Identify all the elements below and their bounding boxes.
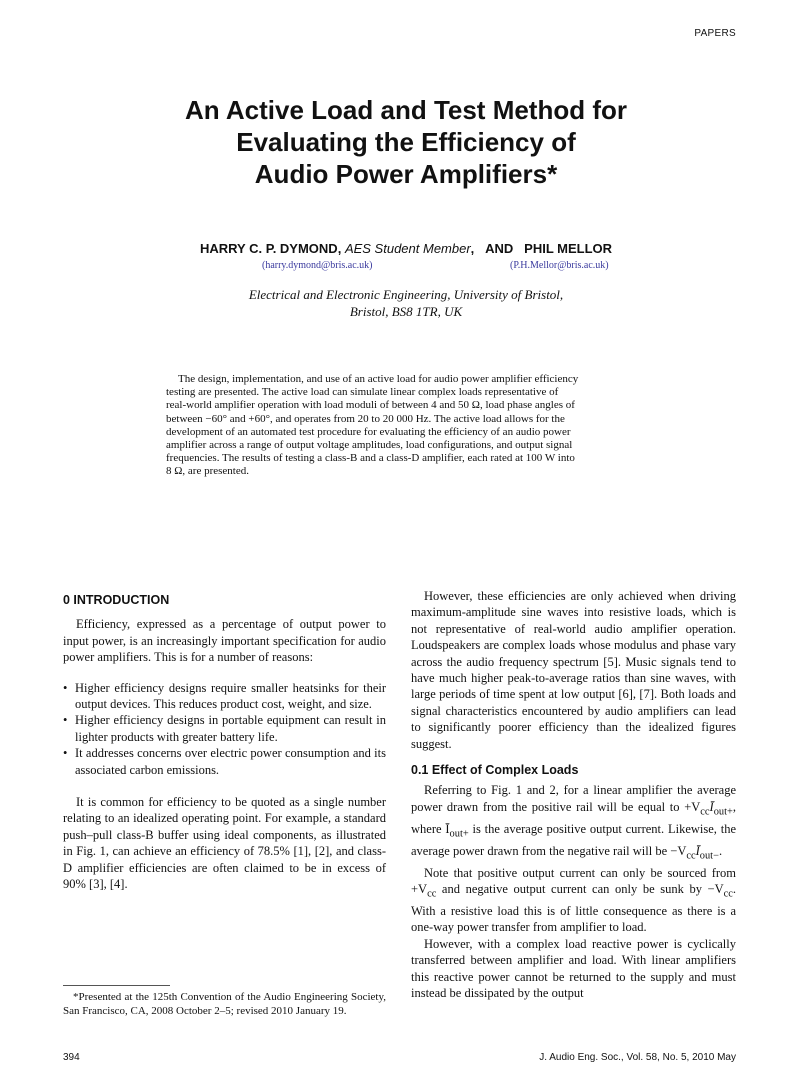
title-line-2: Evaluating the Efficiency of [236, 127, 576, 157]
affiliation [0, 286, 812, 320]
author-1-membership: AES Student Member [344, 241, 471, 256]
subscript: cc [427, 888, 437, 900]
author-conjunction: AND [485, 241, 514, 256]
math-symbol: Ī [709, 799, 714, 814]
footnote-rule [63, 985, 170, 986]
math-symbol: Ī [695, 843, 700, 858]
reasons-list [63, 680, 386, 778]
text-run: Referring to Fig. 1 and 2, for a linear amplifier the average power drawn from the positive rail will be equal to +V [411, 783, 736, 814]
right-paragraph-1: However, these efficiencies are only achieved when driving maximum-amplitude sine waves into resistive loads, which is not representative of real-world audio amplifier operation. Loudspeakers are complex loads whose modulus and phase vary across the audio frequency spectrum [5]. Music signals tend to have much higher peak-to-average ratios than sine waves, with large periods of time spent at low output [6], [7]. Both loads and signal characteristics encountered by audio amplifiers can lead to significantly poorer efficiency than the idealized figures suggest. [411, 589, 736, 751]
subscript: cc [723, 888, 733, 900]
footnote: *Presented at the 125th Convention of the Audio Engineering Society, San Francisco, CA, 2008 October 2–5; revised 2010 January 19. [63, 991, 386, 1017]
title-line-3: Audio Power Amplifiers* [254, 159, 558, 189]
journal-citation: J. Audio Eng. Soc., Vol. 58, No. 5, 2010 May [539, 1052, 736, 1063]
abstract [166, 373, 633, 479]
right-paragraph-4: However, with a complex load reactive power is cyclically transferred between amplifier and load. With linear amplifiers this reactive power cannot be returned to the supply and must instead be dissipated by the output [411, 936, 736, 1000]
text-run: . [718, 843, 723, 858]
subscript: cc [700, 806, 710, 818]
affiliation-line-1: Electrical and Electronic Engineering, University of Bristol, [248, 287, 564, 302]
right-paragraph-2 [411, 782, 736, 864]
section-heading-introduction: 0 INTRODUCTION [63, 593, 170, 607]
abstract-line: between −60° and +60°, and operates from 20 to 20 000 Hz. The active load allows for the [166, 412, 565, 425]
author-line [0, 241, 812, 256]
author-2-email[interactable]: (P.H.Mellor@bris.ac.uk) [510, 260, 609, 271]
intro-paragraph-2: It is common for efficiency to be quoted as a single number relating to an idealized operating point. For example, a standard push–pull class-B buffer using ideal components, as illustrated in Fig. 1, can achieve an efficiency of 78.5% [1], [2], and class-D amplifier efficiencies are often claimed to be in excess of 90% [3], [4]. [63, 795, 386, 892]
abstract-line: testing are presented. The active load can simulate linear complex loads representative of [166, 386, 559, 399]
author-1-email[interactable]: (harry.dymond@bris.ac.uk) [262, 260, 373, 271]
right-paragraph-3 [411, 865, 736, 936]
abstract-line: amplifier across a range of output voltage amplitudes, load configurations, and output signal [166, 439, 573, 452]
text-run: is the average positive output current. Likewise, the average power drawn from the negative rail will be −V [411, 821, 736, 858]
author-1-name: HARRY C. P. DYMOND, [199, 241, 342, 256]
abstract-line: frequencies. The results of testing a class-B and a class-D amplifier, each rated at 100 W into [166, 452, 575, 465]
list-item: • Higher efficiency designs require smaller heatsinks for their output devices. This reduces product cost, weight, and size. [63, 680, 386, 713]
text-run: , where Ī [411, 799, 736, 836]
paper-title [0, 94, 812, 190]
author-emails [0, 260, 812, 274]
text-run: and negative output current can only be sunk by −V [436, 882, 724, 896]
subscript: cc [686, 850, 696, 862]
list-item: • Higher efficiency designs in portable equipment can result in lighter products with greater battery life. [63, 712, 386, 745]
title-line-1: An Active Load and Test Method for [184, 95, 627, 125]
intro-paragraph-1: Efficiency, expressed as a percentage of output power to input power, is an increasingly important specification for audio power amplifiers. This is for a number of reasons: [63, 617, 386, 665]
right-column [411, 588, 736, 1001]
abstract-line: real-world amplifier operation with load moduli of between 4 and 50 Ω, load phase angles of [166, 399, 575, 412]
abstract-line: 8 Ω, are presented. [166, 465, 249, 478]
subscript: out+ [449, 828, 469, 840]
subsection-heading-complex-loads: 0.1 Effect of Complex Loads [411, 763, 579, 778]
subscript: out+ [713, 806, 733, 818]
author-2-name: PHIL MELLOR [524, 241, 613, 256]
subscript: out− [699, 850, 719, 862]
text-run: . With a resistive load this is of little consequence as there is a one-way power transfer from amplifier to load. [411, 882, 736, 935]
abstract-line: development of an automated test procedure for evaluating the efficiency of an audio power [166, 425, 571, 438]
author-1-separator: , [470, 241, 475, 256]
left-column [63, 588, 386, 893]
affiliation-line-2: Bristol, BS8 1TR, UK [349, 304, 463, 319]
list-item: • It addresses concerns over electric power consumption and its associated carbon emissions. [63, 745, 386, 778]
running-head: PAPERS [694, 28, 736, 39]
abstract-line: The design, implementation, and use of an active load for audio power amplifier efficiency [178, 373, 579, 385]
text-run: Note that positive output current can only be sourced from +V [411, 865, 736, 896]
page-number: 394 [63, 1052, 80, 1063]
